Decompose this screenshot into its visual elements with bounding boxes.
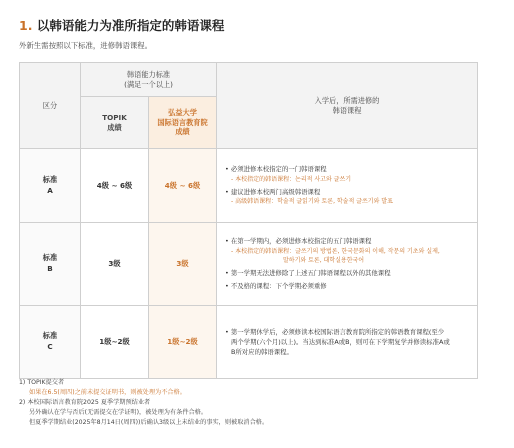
table-row <box>20 306 478 379</box>
course-rule: • 必须进修本校指定的一门韩语课程 <box>225 165 327 174</box>
standard-letter: A <box>47 185 53 195</box>
footnote-line: 另外确认在学与否后(无需提交在学证明)，被处理为有条件合格。 <box>29 409 208 417</box>
title-text: 以韩语能力为准所指定的韩语课程 <box>36 18 225 33</box>
course-rule: • 第一学期休学后，必须修读本校国际语言教育院所指定的韩语教育课程(至少 <box>225 327 445 336</box>
subtitle: 外新生需按照以下标准，进修韩语课程。 <box>19 41 153 50</box>
standard-letter: B <box>47 264 53 273</box>
page-title <box>19 16 224 34</box>
footnote-line: 如果在6.5(周四)之前未提交证明书，则被处理为不合格。 <box>29 389 186 397</box>
course-rule: • 第一学期无法进修除了上述五门韩语课程以外的其他课程 <box>225 269 391 278</box>
course-rule: • 建议进修本校两门高级韩语课程 <box>225 188 321 196</box>
header-category: 区分 <box>20 63 81 149</box>
course-rule: 两个学期(六个月)以上)。当达到标准A或B，则可在下学期复学并修读标准A或 <box>231 337 450 346</box>
course-rule: • 在第一学期内，必须进修本校指定的五门韩语课程 <box>225 237 372 246</box>
footnote-line: 但夏季学期结业(2025年8月14日(周四))后确认3级以上未结业的事实，则被取消合格。 <box>29 419 269 427</box>
footnotes <box>19 378 268 428</box>
course-description <box>217 223 478 306</box>
standard-label-line: 标准 <box>42 174 58 184</box>
course-detail: 말하기와 토론, 대학실용한국어 <box>283 256 365 264</box>
title-number: 1. <box>19 18 33 33</box>
header-korean-standard: 韩语能力标准 (满足一个以上) <box>81 63 217 97</box>
standard-label-line: 标准 <box>42 253 58 263</box>
course-detail: - 高级韩语课程：학술적 글읽기와 토론, 학술적 글쓰기와 발표 <box>231 198 393 206</box>
header-topik: TOPIK 成绩 <box>81 97 149 149</box>
course-description <box>217 306 478 379</box>
topik-level: 3级 <box>81 223 149 306</box>
table-row <box>20 223 478 306</box>
footnote-line: 2) 本校国际语言教育院2025 夏季学期预结业者 <box>19 399 151 407</box>
table-row <box>20 149 478 223</box>
standard-label-line: 标准 <box>42 331 58 341</box>
course-rule: • 不及格的课程：下个学期必须重修 <box>225 282 327 291</box>
standard-label <box>20 149 81 223</box>
header-hongik: 弘益大学 国际语言教育院 成绩 <box>149 97 217 149</box>
hongik-level: 4级 ~ 6级 <box>149 149 217 223</box>
korean-course-table <box>19 62 478 379</box>
course-description <box>217 149 478 223</box>
header-course: 入学后，所需进修的 韩语课程 <box>217 63 478 149</box>
footnote-line: 1) TOPIK提交者 <box>19 379 65 386</box>
hongik-level: 1级~2级 <box>149 306 217 379</box>
course-rule: B所对应的韩语课程。 <box>231 348 293 357</box>
topik-level: 1级~2级 <box>81 306 149 379</box>
standard-label <box>20 306 81 379</box>
topik-level: 4级 ~ 6级 <box>81 149 149 223</box>
course-detail: - 本校指定的韩语课程：논리적 사고와 글쓰기 <box>231 175 352 183</box>
standard-letter: C <box>47 342 53 351</box>
standard-label <box>20 223 81 306</box>
course-detail: - 本校指定的韩语课程：글쓰기의 방법론, 한국문화의 이해, 작문의 기초와 실제, <box>231 247 440 255</box>
hongik-level: 3级 <box>149 223 217 306</box>
